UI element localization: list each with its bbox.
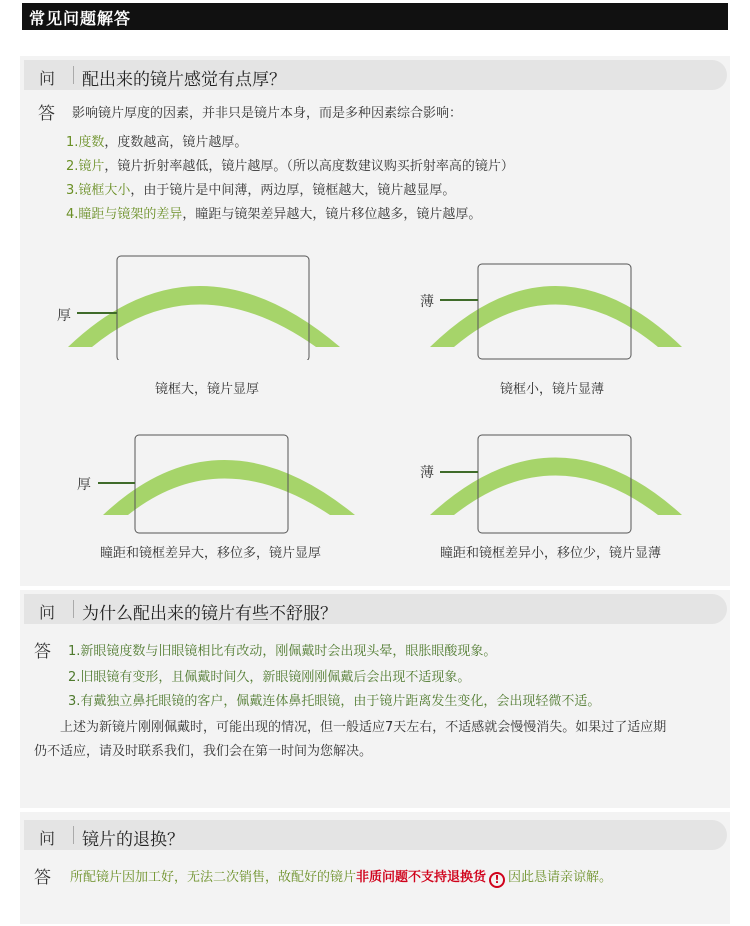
lens-arc	[430, 286, 682, 347]
no-return-notice: 非质问题不支持退换货	[356, 870, 487, 885]
answer-intro: 影响镜片厚度的因素，并非只是镜片本身，而是多种因素综合影响：	[72, 106, 463, 121]
answer-mark: 答	[38, 104, 55, 124]
item-text: ，度数越高，镜片越厚。	[104, 135, 248, 150]
answer-item: 1.新眼镜度数与旧眼镜相比有改动，刚佩戴时会出现头晕，眼胀眼酸现象。	[68, 644, 497, 659]
divider	[73, 826, 74, 844]
answer-item	[66, 179, 455, 198]
lens-diagram-small-frame	[410, 260, 700, 370]
answer-text: 所配镜片因加工好，无法二次销售，故配好的镜片	[70, 870, 357, 885]
answer-mark: 答	[34, 642, 51, 662]
lens-diagram-small-shift	[410, 430, 700, 540]
diagram-caption: 瞳距和镜框差异小，移位少，镜片显薄	[440, 546, 662, 561]
item-text: ，镜片折射率越低，镜片越厚。（所以高度数建议购买折射率高的镜片）	[104, 159, 514, 174]
item-key: 4.瞳距与镜架的差异	[66, 207, 183, 222]
diagram-caption: 镜框小，镜片显薄	[500, 382, 605, 397]
question-mark: 问	[39, 829, 56, 848]
divider	[73, 66, 74, 84]
item-key: 2.镜片	[66, 159, 105, 174]
faq-header	[22, 3, 728, 30]
item-key: 1.度数	[66, 135, 105, 150]
question-text: 配出来的镜片感觉有点厚？	[82, 70, 286, 90]
thickness-label: 薄	[420, 294, 434, 310]
item-text: ，瞳距与镜架差异越大，镜片移位越多，镜片越厚。	[182, 207, 482, 222]
diagram-caption: 瞳距和镜框差异大，移位多，镜片显厚	[100, 546, 322, 561]
item-text: ，由于镜片是中间薄，两边厚，镜框越大，镜片越显厚。	[130, 183, 456, 198]
divider	[73, 600, 74, 618]
answer-item	[66, 203, 481, 222]
thickness-label: 薄	[420, 465, 434, 481]
faq-title: 常见问题解答	[29, 9, 132, 28]
answer-item	[66, 131, 247, 150]
lens-diagram-large-frame	[50, 250, 350, 360]
answer-item: 3.有戴独立鼻托眼镜的客户，佩戴连体鼻托眼镜，由于镜片距离发生变化，会出现轻微不适。	[68, 694, 601, 709]
lens-arc	[430, 458, 682, 516]
thickness-label: 厚	[57, 308, 71, 324]
answer-mark: 答	[34, 868, 51, 888]
question-bar	[24, 60, 727, 90]
answer-summary: 上述为新镜片刚刚佩戴时，可能出现的情况，但一般适应7天左右，不适感就会慢慢消失。如果过了适应期	[60, 720, 667, 735]
answer-returns	[70, 866, 612, 888]
question-mark: 问	[39, 603, 56, 622]
answer-text: 因此恳请亲谅解。	[508, 870, 613, 885]
lens-arc	[68, 286, 340, 347]
diagram-caption: 镜框大，镜片显厚	[155, 382, 260, 397]
faq-section-returns	[20, 812, 730, 924]
question-text: 镜片的退换？	[82, 830, 184, 850]
answer-item: 2.旧眼镜有变形，且佩戴时间久，新眼镜刚刚佩戴后会出现不适现象。	[68, 670, 471, 685]
lens-diagram-large-shift	[70, 430, 370, 540]
question-bar	[24, 820, 727, 850]
question-bar	[24, 594, 727, 624]
item-key: 3.镜框大小	[66, 183, 131, 198]
question-mark: 问	[39, 69, 56, 88]
warning-icon: !	[489, 872, 505, 888]
answer-summary: 仍不适应，请及时联系我们，我们会在第一时间为您解决。	[34, 744, 373, 759]
thickness-label: 厚	[77, 477, 91, 493]
answer-item	[66, 155, 514, 174]
lens-arc	[103, 460, 355, 515]
faq-section-discomfort	[20, 590, 730, 808]
question-text: 为什么配出来的镜片有些不舒服？	[82, 604, 337, 624]
